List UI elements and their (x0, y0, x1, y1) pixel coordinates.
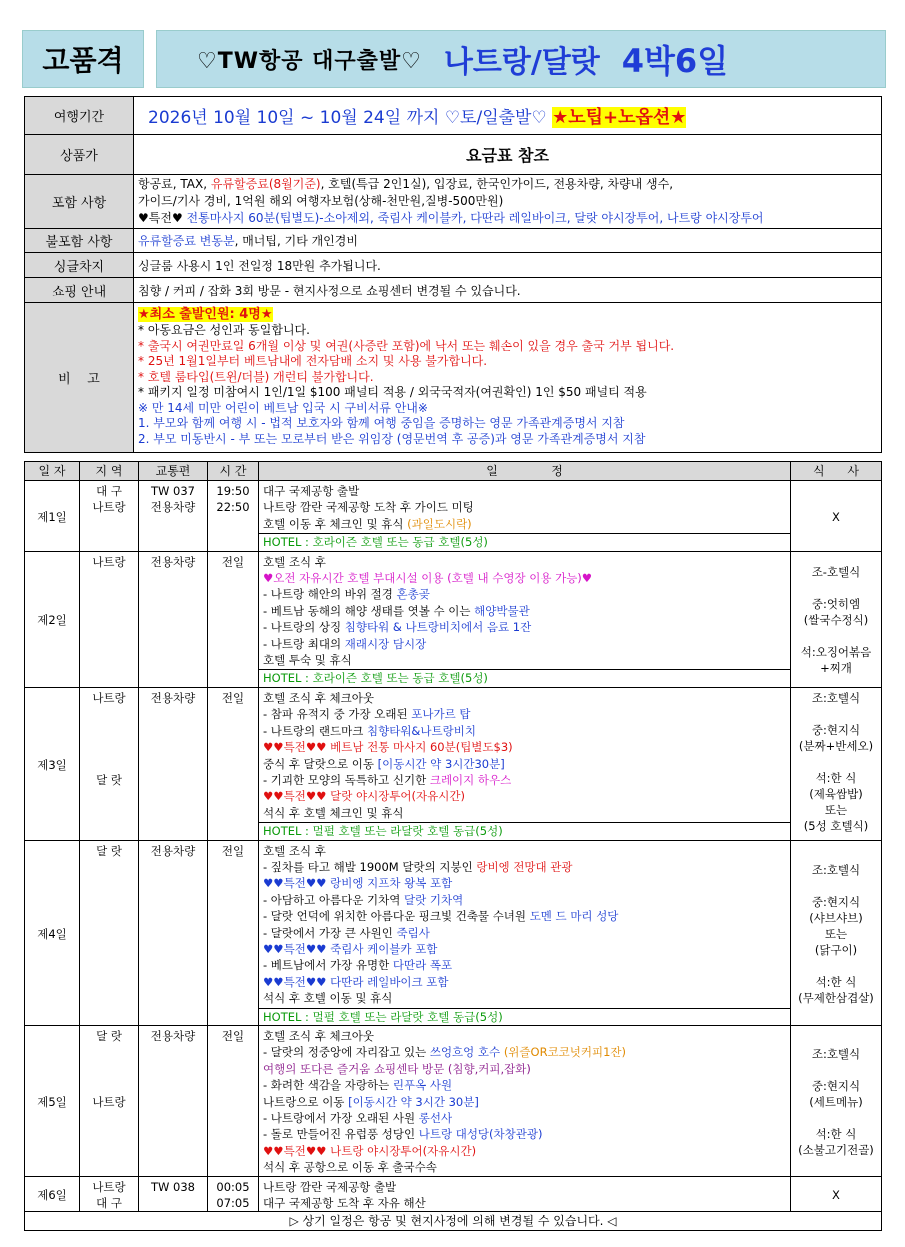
col-region: 지 역 (80, 462, 139, 481)
exclude-cell: 유류할증료 변동분, 매너팁, 기타 개인경비 (134, 229, 882, 253)
col-itinerary: 일 정 (259, 462, 791, 481)
region-cell: 대 구 나트랑 (80, 481, 139, 552)
period-badge: ★노팁+노옵션★ (552, 106, 687, 128)
meal-cell: 조:호텔식 중:현지식 (샤브샤브) 또는 (닭구이) 석:한 식 (무제한삼겹살) (791, 840, 882, 1025)
include-line-2: 가이드/기사 경비, 1억원 해외 여행자보험(상해-천만원,질병-500만원) (138, 194, 504, 208)
title-destination: 나트랑/달랏 (443, 45, 600, 80)
title-duration: 4박6일 (621, 42, 729, 80)
day-label: 제3일 (25, 687, 80, 840)
note-line: * 패키지 일정 미참여시 1인/1일 $100 패널티 적용 / 외국국적자(여권확인) 1인 $50 패널티 적용 (138, 385, 647, 400)
day4-row (25, 840, 882, 1025)
single-value: 싱글룸 사용시 1인 전일정 18만원 추가됩니다. (134, 253, 882, 278)
day6-row (25, 1176, 882, 1212)
itinerary-cell: 호텔 조식 후 - 짚차를 타고 해발 1900M 달랏의 지붕인 랑비엥 전망대 관광 ♥♥특전♥♥ 랑비엥 지프차 왕복 포함 - 아담하고 아름다운 기차역 달랏 기차역 - 달랏 언덕에 위치한 아름다운 핑크빛 건축물 수녀원 도멘 드 마리 성당 - 달랏에서 가장 큰 사원인 죽림사 ♥♥특전♥♥ 죽림사 케이블카 포함 - 베트남에서 가장 유명한 다딴라 폭포 ♥♥특전♥♥ 다딴라 레일바이크 포함 석식 후 호텔 이동 및 휴식 HOTEL : 멀펄 호텔 또는 라달랏 호텔 동급(5성) (259, 840, 791, 1025)
meal-cell: 조:호텔식 중:현지식 (분짜+반세오) 석:한 식 (제육쌈밥) 또는 (5성 호텔식) (791, 687, 882, 840)
itinerary-cell: 나트랑 깜란 국제공항 출발 대구 국제공항 도착 후 자유 해산 (259, 1176, 791, 1212)
transport-cell: 전용차량 (139, 687, 208, 840)
meal-cell: 조:호텔식 중:현지식 (세트메뉴) 석:한 식 (소불고기전골) (791, 1026, 882, 1177)
note-line: * 호텔 룸타입(트윈/더블) 개런티 불가합니다. (138, 369, 374, 384)
title-box (156, 30, 886, 88)
info-table (24, 96, 882, 453)
day-label: 제5일 (25, 1026, 80, 1177)
notes-cell (134, 303, 882, 453)
price-label: 상품가 (25, 135, 134, 175)
period-cell (134, 97, 882, 135)
note-line: * 출국시 여권만료일 6개월 이상 및 여권(사증란 포함)에 낙서 또는 훼손이 있을 경우 출국 거부 됩니다. (138, 338, 675, 353)
transport-cell: 전용차량 (139, 551, 208, 687)
info-row-exclude (25, 229, 882, 253)
time-cell: 전일 (208, 840, 259, 1025)
info-row-single (25, 253, 882, 278)
itinerary-cell: 대구 국제공항 출발 나트랑 깜란 국제공항 도착 후 가이드 미팅 호텔 이동 후 체크인 및 휴식 (과일도시락) HOTEL : 호라이즌 호텔 또는 동급 호텔(5성) (259, 481, 791, 552)
transport-cell: TW 038 (139, 1176, 208, 1212)
note-line: 2. 부모 미동반시 - 부 또는 모로부터 받은 위임장 (영문번역 후 공증)과 영문 가족관계증명서 지참 (138, 432, 646, 447)
time-cell: 19:50 22:50 (208, 481, 259, 552)
period-value: 2026년 10월 10일 ~ 10월 24일 까지 ♡토/일출발♡ (148, 107, 547, 128)
day-label: 제4일 (25, 840, 80, 1025)
hotel-line: HOTEL : 호라이즌 호텔 또는 동급 호텔(5성) (259, 669, 790, 686)
note-line: 1. 부모와 함께 여행 시 - 법적 보호자와 함께 여행 중임을 증명하는 영문 가족관계증명서 지참 (138, 416, 625, 431)
col-day: 일 자 (25, 462, 80, 481)
time-cell: 전일 (208, 687, 259, 840)
footer-note: ▷ 상기 일정은 항공 및 현지사정에 의해 변경될 수 있습니다. ◁ (25, 1212, 882, 1231)
day-label: 제2일 (25, 551, 80, 687)
title-subtitle: ♡TW항공 대구출발♡ (197, 48, 422, 74)
day-label: 제1일 (25, 481, 80, 552)
min-departure-badge: ★최소 출발인원: 4명★ (138, 307, 273, 323)
info-row-price (25, 135, 882, 175)
time-cell: 전일 (208, 551, 259, 687)
region-cell: 나트랑 대 구 (80, 1176, 139, 1212)
meal-cell: X (791, 481, 882, 552)
itinerary-cell: 호텔 조식 후 체크아웃 - 참파 유적지 중 가장 오래된 포나가르 탑 - 나트랑의 랜드마크 침향타워&나트랑비치 ♥♥특전♥♥ 베트남 전통 마사지 60분(팁별도$3) 중식 후 달랏으로 이동 [이동시간 약 3시간30분] - 기괴한 모양의 독특하고 신기한 크레이지 하우스 ♥♥특전♥♥ 달랏 야시장투어(자유시간) 석식 후 호텔 체크인 및 휴식 HOTEL : 멀펄 호텔 또는 라달랏 호텔 동급(5성) (259, 687, 791, 840)
day1-row (25, 481, 882, 552)
hotel-line: HOTEL : 호라이즌 호텔 또는 동급 호텔(5성) (259, 533, 790, 550)
single-label: 싱글차지 (25, 253, 134, 278)
schedule-table (24, 461, 882, 1231)
include-cell (134, 175, 882, 229)
hotel-line: HOTEL : 멀펄 호텔 또는 라달랏 호텔 동급(5성) (259, 1008, 790, 1025)
note-line: * 25년 1월1일부터 베트남내에 전자담배 소지 및 사용 불가합니다. (138, 354, 488, 369)
shopping-label: 쇼핑 안내 (25, 278, 134, 303)
title-banner (22, 30, 886, 88)
col-meal: 식 사 (791, 462, 882, 481)
meal-cell: 조-호텔식 중:엇히엠 (쌀국수정식) 석:오징어볶음 +찌개 (791, 551, 882, 687)
note-line: * 아동요금은 성인과 동일합니다. (138, 322, 310, 337)
badge-premium: 고품격 (22, 30, 144, 88)
region-cell: 나트랑 달 랏 (80, 687, 139, 840)
include-line-3: ♥특전♥ 전통마사지 60분(팁별도)-소아제외, 죽림사 케이블카, 다딴라 레일바이크, 달랏 야시장투어, 나트랑 야시장투어 (138, 211, 764, 225)
info-row-notes (25, 303, 882, 453)
hotel-line: HOTEL : 멀펄 호텔 또는 라달랏 호텔 동급(5성) (259, 822, 790, 839)
col-transport: 교통편 (139, 462, 208, 481)
include-line-1: 항공료, TAX, 유류할증료(8월기준), 호텔(특급 2인1실), 입장료, 한국인가이드, 전용차량, 차량내 생수, (138, 177, 674, 191)
transport-cell: 전용차량 (139, 840, 208, 1025)
region-cell: 나트랑 (80, 551, 139, 687)
day2-row (25, 551, 882, 687)
col-time: 시 간 (208, 462, 259, 481)
day-label: 제6일 (25, 1176, 80, 1212)
day5-row (25, 1026, 882, 1177)
itinerary-cell: 호텔 조식 후 ♥오전 자유시간 호텔 부대시설 이용 (호텔 내 수영장 이용 가능)♥ - 나트랑 해안의 바위 절경 혼총곶 - 베트남 동해의 해양 생태를 엿볼 수 이는 해양박물관 - 나트랑의 상징 침향타워 & 나트랑비치에서 음료 1잔 - 나트랑 최대의 재래시장 담시장 호텔 투숙 및 휴식 HOTEL : 호라이즌 호텔 또는 동급 호텔(5성) (259, 551, 791, 687)
day3-row (25, 687, 882, 840)
exclude-label: 불포함 사항 (25, 229, 134, 253)
itinerary-cell: 호텔 조식 후 체크아웃 - 달랏의 정중앙에 자리잡고 있는 쓰엉흐엉 호수 (위즐OR코코넛커피1잔) 여행의 또다른 즐거움 쇼핑센타 방문 (침향,커피,잡화) - 화려한 색감을 자랑하는 린푸옥 사원 나트랑으로 이동 [이동시간 약 3시간 30분] - 나트랑에서 가장 오래된 사원 롱선사 - 돌로 만들어진 유럽풍 성당인 나트랑 대성당(차창관광) ♥♥특전♥♥ 나트랑 야시장투어(자유시간) 석식 후 공항으로 이동 후 출국수속 (259, 1026, 791, 1177)
region-cell: 달 랏 나트랑 (80, 1026, 139, 1177)
include-label: 포함 사항 (25, 175, 134, 229)
time-cell: 전일 (208, 1026, 259, 1177)
price-value: 요금표 참조 (134, 135, 882, 175)
region-cell: 달 랏 (80, 840, 139, 1025)
note-label: 비 고 (25, 303, 134, 453)
period-label: 여행기간 (25, 97, 134, 135)
transport-cell: 전용차량 (139, 1026, 208, 1177)
footer-row (25, 1212, 882, 1231)
info-row-include (25, 175, 882, 229)
schedule-header-row (25, 462, 882, 481)
transport-cell: TW 037 전용차량 (139, 481, 208, 552)
meal-cell: X (791, 1176, 882, 1212)
shopping-value: 침향 / 커피 / 잡화 3회 방문 - 현지사정으로 쇼핑센터 변경될 수 있습니다. (134, 278, 882, 303)
time-cell: 00:05 07:05 (208, 1176, 259, 1212)
info-row-shopping (25, 278, 882, 303)
info-row-period (25, 97, 882, 135)
note-line: ※ 만 14세 미만 어린이 베트남 입국 시 구비서류 안내※ (138, 400, 428, 415)
